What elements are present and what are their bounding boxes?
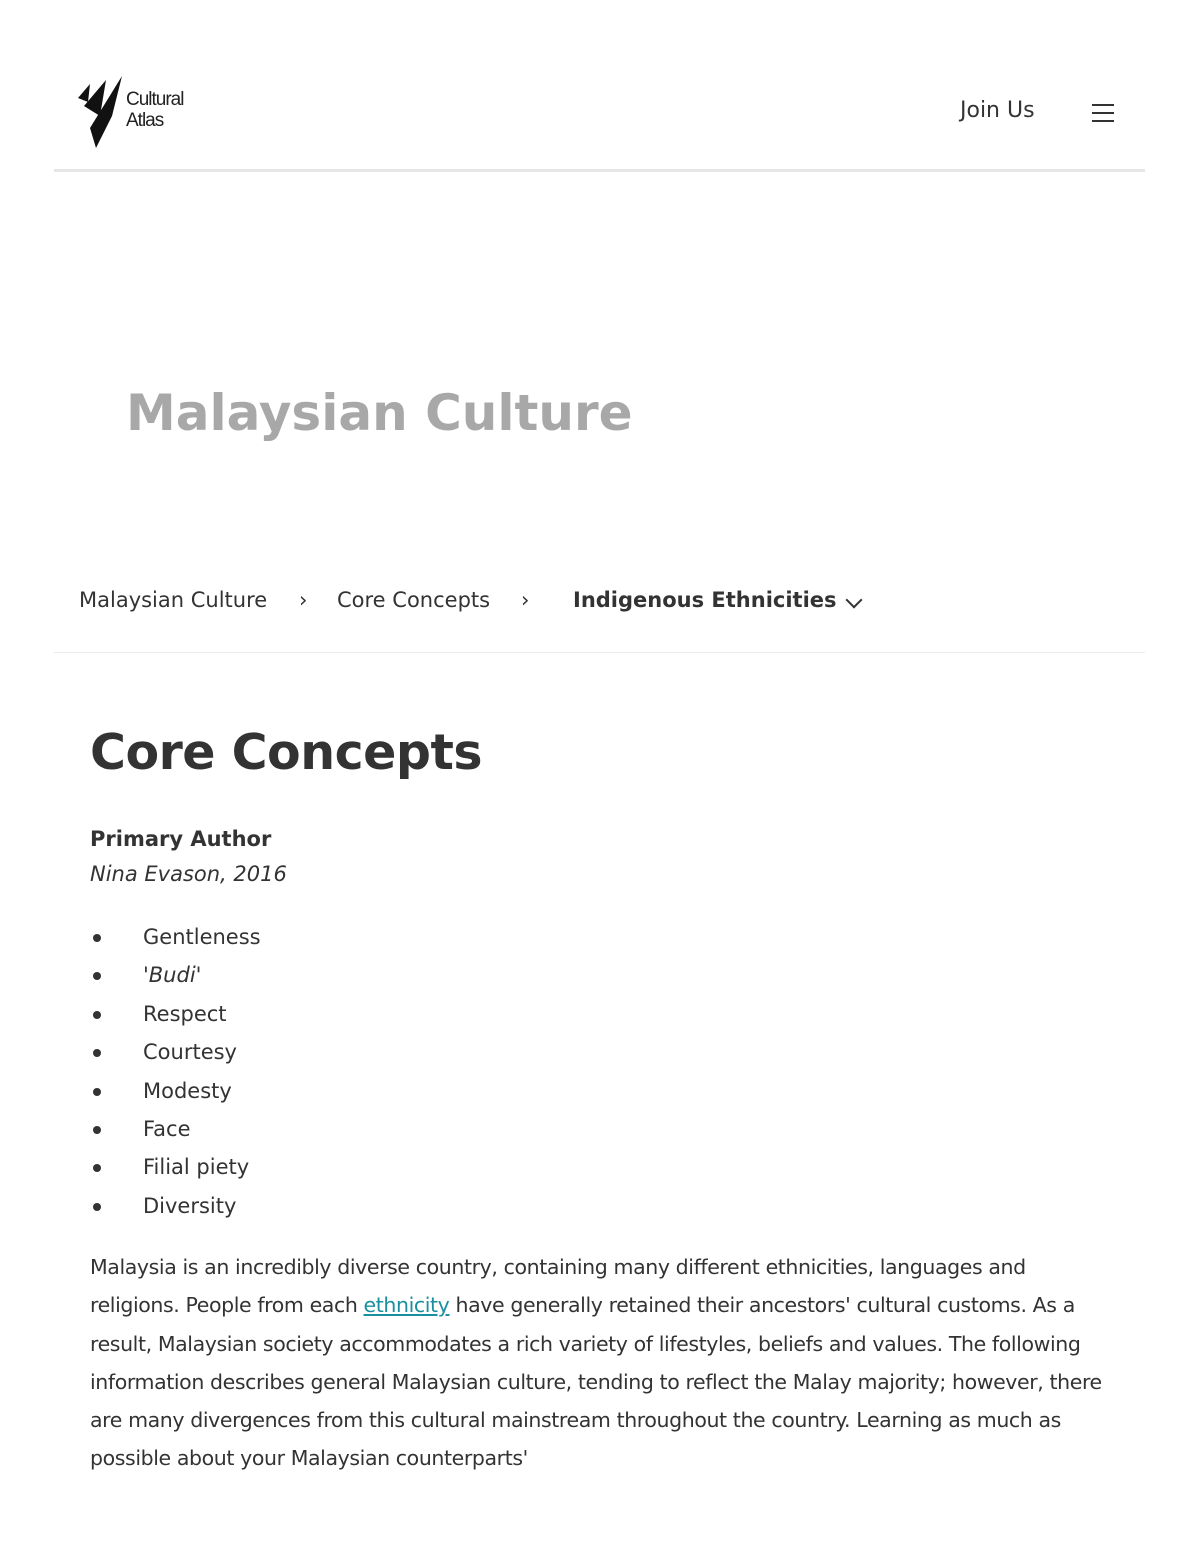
breadcrumb-separator-icon: › xyxy=(299,588,308,612)
cultural-atlas-logo[interactable] xyxy=(76,76,216,152)
author-name: Nina Evason, 2016 xyxy=(90,862,287,886)
list-item: Gentleness xyxy=(90,921,261,959)
list-item: Face xyxy=(90,1113,261,1151)
chevron-down-icon[interactable] xyxy=(846,592,863,609)
logo-wordmark xyxy=(126,89,183,131)
site-header xyxy=(54,0,1145,172)
join-us-link[interactable]: Join Us xyxy=(960,98,1035,123)
breadcrumb-dropdown-indigenous-ethnicities[interactable]: Indigenous Ethnicities xyxy=(573,588,837,612)
bullet-icon xyxy=(93,1049,101,1057)
breadcrumb xyxy=(54,570,1145,653)
list-item: Courtesy xyxy=(90,1036,261,1074)
intro-paragraph: Malaysia is an incredibly diverse country, containing many different ethnicities, languages and religions. People from each ethnicity have generally retained their ancestors' cultural customs. As a result, Malaysian society accommodates a rich variety of lifestyles, beliefs and values. The following information describes general Malaysian culture, tending to reflect the Malay majority; however, there are many divergences from this cultural mainstream throughout the country. Learning as much as possible about your Malaysian counterparts' xyxy=(90,1255,1102,1471)
bullet-icon xyxy=(93,1164,101,1172)
bullet-icon xyxy=(93,1011,101,1019)
list-item: Filial piety xyxy=(90,1151,261,1189)
breadcrumb-item-core-concepts[interactable]: Core Concepts xyxy=(337,588,491,612)
page-hero-title: Malaysian Culture xyxy=(126,384,633,442)
bullet-icon xyxy=(93,972,101,980)
ethnicity-link[interactable]: ethnicity xyxy=(363,1293,450,1318)
hamburger-menu-icon[interactable] xyxy=(1092,104,1114,122)
logo-line-1: Cultural xyxy=(126,89,184,110)
bullet-icon xyxy=(93,934,101,942)
logo-mark-icon xyxy=(76,76,124,150)
breadcrumb-separator-icon: › xyxy=(521,588,530,612)
author-label: Primary Author xyxy=(90,827,272,851)
bullet-icon xyxy=(93,1126,101,1134)
list-item: Diversity xyxy=(90,1190,261,1228)
breadcrumb-item-malaysian-culture[interactable]: Malaysian Culture xyxy=(79,588,268,612)
bullet-icon xyxy=(93,1203,101,1211)
bullet-icon xyxy=(93,1088,101,1096)
core-concepts-list xyxy=(90,921,261,1228)
list-item: Modesty xyxy=(90,1075,261,1113)
list-item: 'Budi' xyxy=(90,959,261,997)
section-title: Core Concepts xyxy=(90,724,483,781)
logo-line-2: Atlas xyxy=(126,110,164,131)
list-item: Respect xyxy=(90,998,261,1036)
